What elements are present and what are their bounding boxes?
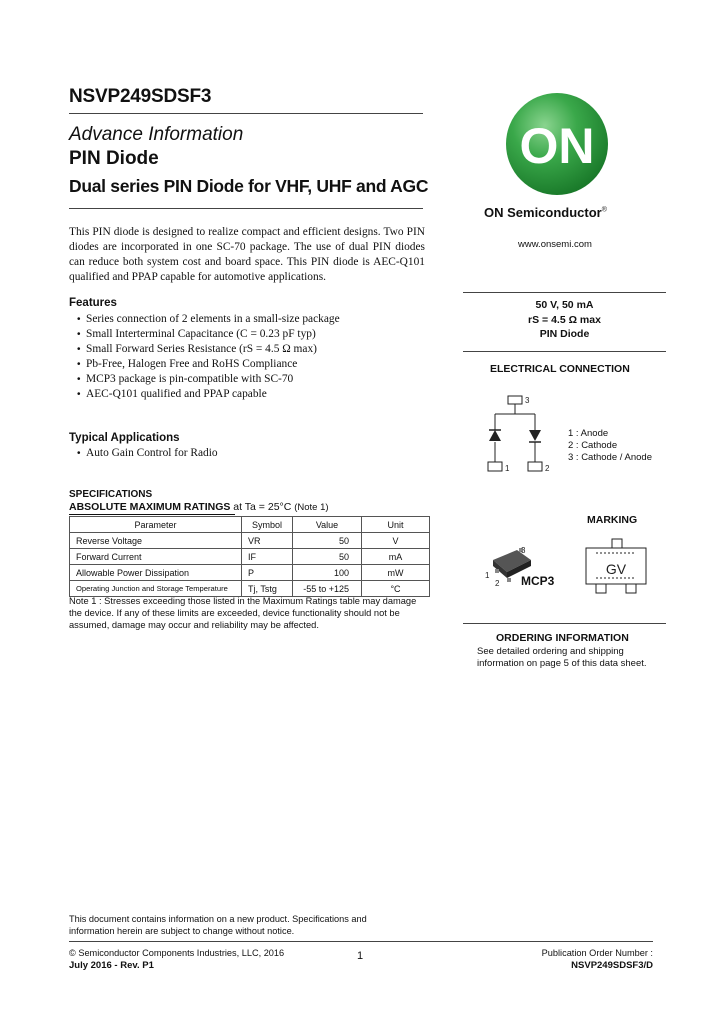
cell-symbol: Tj, Tstg	[242, 581, 293, 597]
package-pin-label: 2	[495, 579, 500, 588]
summary-bottom-rule	[463, 351, 666, 352]
table-header-row	[70, 517, 430, 533]
cell-unit: °C	[362, 581, 430, 597]
pin1-label: 1	[505, 464, 510, 473]
company-label: ON Semiconductor	[484, 205, 602, 220]
publication-label: Publication Order Number :	[541, 948, 653, 958]
pin2-pad	[528, 462, 542, 471]
package-pin-label: 3	[521, 546, 526, 555]
table-row	[70, 565, 430, 581]
cell-unit: mA	[362, 549, 430, 565]
list-item: • Small Forward Series Resistance (rS = 4.5 Ω max)	[77, 342, 427, 357]
diode-1-icon	[489, 430, 501, 441]
package-name: MCP3	[521, 574, 555, 588]
electrical-connection-diagram	[480, 392, 560, 478]
publication-number: NSVP249SDSF3/D	[571, 960, 653, 971]
ordering-rule	[463, 623, 666, 624]
advance-information-label: Advance Information	[69, 124, 244, 145]
cell-unit: mW	[362, 565, 430, 581]
absolute-max-ratings-heading	[69, 501, 329, 513]
cell-value: -55 to +125	[293, 581, 362, 597]
list-item: • MCP3 package is pin-compatible with SC-70	[77, 372, 427, 387]
product-subtitle: Dual series PIN Diode for VHF, UHF and AGC	[69, 176, 429, 196]
summary-top-rule	[463, 292, 666, 293]
pin-legend-item: 1 : Anode	[568, 428, 609, 439]
ratings-table	[69, 516, 430, 597]
summary-rating: 50 V, 50 mA	[535, 299, 594, 311]
ordering-text: See detailed ordering and shipping information on page 5 of this data sheet.	[477, 646, 647, 669]
title-rule	[69, 113, 423, 114]
pin3-pad	[508, 396, 522, 404]
table-row	[70, 549, 430, 565]
list-item: • Small Interterminal Capacitance (C = 0.23 pF typ)	[77, 327, 427, 342]
list-item: • Auto Gain Control for Radio	[77, 446, 427, 461]
ratings-note-ref: (Note 1)	[294, 502, 329, 513]
column-header: Symbol	[242, 517, 293, 533]
logo-text: ON	[519, 118, 595, 174]
footer-copyright: © Semiconductor Components Industries, LLC, 2016	[69, 948, 285, 958]
product-type-heading: PIN Diode	[69, 148, 159, 169]
summary-type: PIN Diode	[539, 328, 590, 340]
ratings-condition: at Ta = 25°C	[230, 501, 292, 513]
marking-heading: MARKING	[587, 514, 638, 526]
table-row	[70, 533, 430, 549]
cell-symbol: VR	[242, 533, 293, 549]
summary-block	[463, 298, 666, 342]
pin3-label: 3	[525, 396, 530, 405]
note-label: Note 1 :	[69, 596, 102, 606]
applications-list	[77, 446, 427, 461]
cell-unit: V	[362, 533, 430, 549]
marking-pin-3	[612, 539, 622, 548]
footer-rule	[69, 941, 653, 942]
company-name	[484, 205, 607, 220]
pin1-pad	[488, 462, 502, 471]
footer-date-revision: July 2016 - Rev. P1	[69, 960, 154, 971]
applications-heading: Typical Applications	[69, 432, 180, 444]
pin2-label: 2	[545, 464, 550, 473]
column-header: Parameter	[70, 517, 242, 533]
electrical-connection-heading: ELECTRICAL CONNECTION	[490, 363, 630, 375]
cell-symbol: IF	[242, 549, 293, 565]
website-url: www.onsemi.com	[518, 239, 592, 250]
ratings-underline	[69, 514, 235, 515]
marking-pin-2	[626, 584, 636, 593]
column-header: Value	[293, 517, 362, 533]
ratings-title: ABSOLUTE MAXIMUM RATINGS	[69, 501, 231, 513]
list-item: • Pb-Free, Halogen Free and RoHS Compliance	[77, 357, 427, 372]
marking-diagram	[582, 536, 654, 606]
cell-value: 50	[293, 533, 362, 549]
cell-value: 50	[293, 549, 362, 565]
on-logo	[504, 91, 610, 197]
intro-paragraph: This PIN diode is designed to realize compact and efficient designs. Two PIN diodes are incorporated in one SC-70 package. The use of dual PIN diodes can reduce both system cost and board space. This PIN diode is AEC-Q101 qualified and PPAP capable for automotive applications.	[69, 226, 425, 283]
page-number: 1	[357, 950, 364, 962]
column-header: Unit	[362, 517, 430, 533]
marking-pin-1	[596, 584, 606, 593]
part-number-title: NSVP249SDSF3	[69, 86, 212, 107]
package-pin-label: 1	[485, 571, 490, 580]
specifications-heading: SPECIFICATIONS	[69, 489, 153, 500]
subtitle-rule	[69, 208, 423, 209]
note-1	[69, 595, 431, 631]
cell-parameter: Reverse Voltage	[70, 533, 242, 549]
features-heading: Features	[69, 297, 117, 309]
pin-legend-item: 2 : Cathode	[568, 440, 618, 451]
summary-resistance: rS = 4.5 Ω max	[528, 313, 601, 326]
cell-parameter: Operating Junction and Storage Temperature	[70, 581, 242, 597]
note-text: Stresses exceeding those listed in the Maximum Ratings table may damage the device. If any of these limits are exceeded, device functionality should not be assumed, damage may occur and reliability may be affected.	[69, 596, 417, 630]
list-item: • AEC-Q101 qualified and PPAP capable	[77, 387, 427, 402]
cell-parameter: Allowable Power Dissipation	[70, 565, 242, 581]
footer-disclaimer: This document contains information on a new product. Specifications and information herein are subject to change without notice.	[69, 914, 367, 936]
ordering-heading: ORDERING INFORMATION	[496, 632, 629, 644]
pin-legend-item: 3 : Cathode / Anode	[568, 452, 652, 463]
features-list	[77, 312, 427, 402]
list-item: • Series connection of 2 elements in a small-size package	[77, 312, 427, 327]
cell-parameter: Forward Current	[70, 549, 242, 565]
marking-code: GV	[605, 561, 627, 577]
pin-legend	[568, 428, 652, 464]
registered-mark: ®	[601, 206, 607, 214]
cell-symbol: P	[242, 565, 293, 581]
cell-value: 100	[293, 565, 362, 581]
diode-2-icon	[529, 430, 541, 441]
